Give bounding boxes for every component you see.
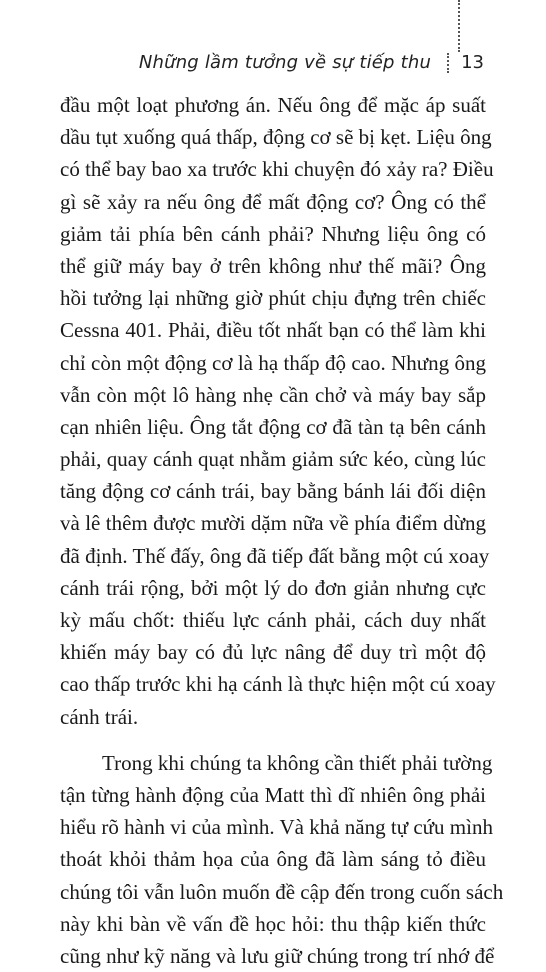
text-line: cạn nhiên liệu. Ông tắt động cơ đã tàn tạ bên cánh [60,414,486,439]
text-line: thể giữ máy bay ở trên không như thế mãi? Ông [60,253,486,278]
text-line: đã định. Thế đấy, ông đã tiếp đất bằng một cú xoay [60,543,490,568]
text-line: gì sẽ xảy ra nếu ông để mất động cơ? Ông có thể [60,189,486,214]
header-divider-line [458,0,460,52]
text-line: vẫn còn một lô hàng nhẹ cần chở và máy bay sắp [60,382,486,407]
text-line: kỳ mấu chốt: thiếu lực cánh phải, cách duy nhất [60,608,486,632]
text-line: hồi tưởng lại những giờ phút chịu đựng trên chiếc [60,286,486,311]
paragraph-1 [60,89,496,733]
text-line: hiểu rõ hành vi của mình. Và khả năng tự cứu mình [60,815,493,840]
chapter-title: Những lầm tưởng về sự tiếp thu [138,52,432,73]
text-line: Cessna 401. Phải, điều tốt nhất bạn có thể làm khi [60,318,486,343]
text-line: tận từng hành động của Matt thì dĩ nhiên ông phải [60,782,486,807]
text-line: thoát khỏi thảm họa của ông đã làm sáng tỏ điều [60,847,486,872]
text-line: đầu một loạt phương án. Nếu ông để mặc áp suất [60,93,486,117]
text-line: dầu tụt xuống quá thấp, động cơ sẽ bị kẹt. Liệu ông [60,125,492,150]
running-header [139,52,484,73]
text-line: tăng động cơ cánh trái, bay bằng bánh lái đối diện [60,479,486,504]
text-line: cánh trái. [60,704,139,729]
text-line: cũng như kỹ năng và lưu giữ chúng trong trí nhớ để [60,943,495,968]
page-number: 13 [461,52,484,73]
text-line: cánh trái rộng, bởi một lý do đơn giản nhưng cực [60,575,486,600]
text-line: có thể bay bao xa trước khi chuyện đó xảy ra? Điều [60,157,494,182]
body-text [60,89,504,972]
text-line: chỉ còn một động cơ là hạ thấp độ cao. Nhưng ông [60,350,486,375]
header-separator [447,53,449,73]
paragraph-2 [60,747,504,972]
text-line: chúng tôi vẫn luôn muốn đề cập đến trong cuốn sách [60,879,504,904]
text-line: và lê thêm được mười dặm nữa về phía điểm dừng [60,511,486,536]
text-line: khiến máy bay có đủ lực nâng để duy trì một độ [60,640,486,665]
text-line: này khi bàn về vấn đề học hỏi: thu thập kiến thức [60,911,486,936]
text-line: Trong khi chúng ta không cần thiết phải tường [102,750,493,775]
paragraph-gap [60,733,486,747]
text-line: giảm tải phía bên cánh phải? Nhưng liệu ông có [60,221,486,246]
text-line: phải, quay cánh quạt nhằm giảm sức kéo, cùng lúc [60,447,486,472]
text-line: cao thấp trước khi hạ cánh là thực hiện một cú xoay [60,672,496,697]
